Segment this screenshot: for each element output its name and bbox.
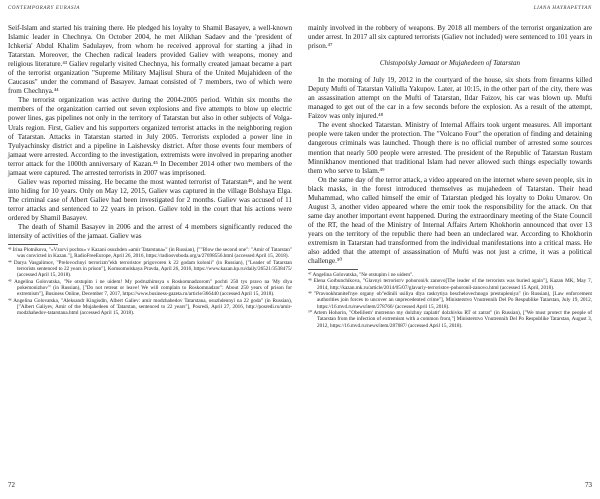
- footnote: ⁴⁶ Angelina Golovatska, "Aleksandr Kingisdin, Albert Galiev: amir modzhahedov Tatarstana, osuzhdennyi na 22 goda" (in Russian), ["Albert Galiyev, Amir of the Mujahedeen of Tatarstan, sentenced to 22 years"], Posredi, April 27, 2016, http://posredi.ru/amir-modzhahedov-tatarstana.html (accessed April 15, 2018).: [8, 297, 292, 317]
- paragraph: mainly involved in the robbery of weapons. By 2018 all members of the terrorist organization are under arrest. In 2017 all six captured terrorists (Galiev not included) were sentenced to 101 years in prison.⁴⁷: [308, 24, 592, 51]
- footnote: ⁴⁵ Angelina Golovatska, "Ne otstupim i ne uidem! My podruzhimsya s Roskomnadzorom" pochti 250 tys pravo na 'My dlya pokemonizhov'" (in Russian), ["Do not retreat or leave! We will complain to Roskomnadzor": About 250 years of prison for extremism"], Business Online, December 7, 2017, https://www.business-gazeta.ru/article/366440 (accessed April 15, 2018).: [8, 278, 292, 298]
- footnote: ⁵⁰ Artem Hohorin, "Obeliliem' mutrenno my dolzhny zaplatit' dolzhivku RT ot zatrat" (in Russian), ["We must protect the people of Tatarstan from the infection of extremism with a common front,"] Ministerstvo Vnutrennih Del Po Respublike Tatarstan, August 3, 2012, https://16.mvd.ru/news/item/287087/ (accessed April 15, 2018).: [308, 309, 592, 329]
- page-number-left: 72: [8, 481, 15, 489]
- paragraph: The event shocked Tatarstan. Ministry of Internal Affairs took urgent measures. All important people were taken under the protection. The "Volcano Four" the operation of finding and detaining dangerous criminals was launched. Though there is no official number of arrested some sources mention that nearly 500 people were arrested. The president of the Republic of Tatarstan Rustam Minnikhanov mentioned that traditional Islam had never allowed such things especially towards them who serve to Islam.⁴⁹: [308, 121, 592, 175]
- running-head-left: CONTEMPORARY EURASIA: [8, 6, 81, 11]
- footnotes-left: [8, 247, 292, 316]
- footnote-divider: [8, 244, 58, 245]
- paragraph: Seif-Islam and started his training there. He pledged his loyalty to Shamil Basayev, a well-known Islamic leader in Chechnya. On October 2004, he met Alikhan Sadaev and the 'president of Ichkeria' Abdul Khalim Sadulayev, from whom he received approval for starting a jihad in Tatarstan. Moreover, the Chechen radical leaders provided Galiev with weapons, money and religious literature.⁴³ Galiev regularly visited Chechnya, his formally created jamaat became a part of the terrorist organization "Supreme Military Majlisul Shura of the United Mujahideen of the Caucasus" under the command of Basayev. Jamaat consisted of 7 members, two of which were from Chechnya.⁴⁴: [8, 24, 292, 96]
- left-page: [6, 0, 294, 499]
- footnote: ⁴⁹ "Pravookhranitel'nye organy ob"edinili usiliya dlya raskrytiya beschelovechnogo prestupleniya" (in Russian), [Law enforcement authorities join forces to uncover an unprecedented crime"], Ministerstvo Vnutrennih Del Po Respublike Tatarstan, July 19, 2012, https://16.mvd.ru/news/item/278766/ (accessed April 15, 2018).: [308, 291, 592, 310]
- footnote: ⁴⁷ Angelina Golovatska, "Ne otstupim i ne uidem".: [308, 272, 414, 279]
- section-heading: Chistopolsky Jamaat or Mujahedeen of Tatarstan: [379, 59, 521, 68]
- footnote: ⁴⁴ Darya Vasgalimov, "Prelovochnyi terrorizm"ekh terroristov prigovoren k 22 godam kolonii" (in Russian), ["Leader of Tatarstan terrorists sentenced to 22 years in prison"], Komsomolskaya Pravda, April 26, 2016, https://www.kazan.kp.ru/daily/26521/3538475/ (accessed April 15, 2018).: [8, 259, 292, 279]
- footnote: ⁴⁸ Elena Gorbunchikova, "Glavnyi terrorist/v pohoroni/k zanovo[The leader of the terrorists was buried again"], Kazan MK, May 7, 2014, http://kazan.mk.ru/article/2014/05/07/glavariy-terroristov-pohoronil-zanovo.html (accessed 15 April, 2018).: [308, 278, 592, 291]
- paragraph: The death of Shamil Basayev in 2006 and the arrest of 4 members significantly reduced the intensity of activities of the jamaat. Galiev was: [8, 223, 292, 241]
- left-page-body: [8, 24, 292, 316]
- paragraph: The terrorist organization was active during the 2004-2005 period. Within six months the members of the organization carried out seven explosions and five attempts to blow up electric power lines, gas pipelines not only in the territory of Tatarstan but also in other subjects of Volga-Urals region. First, Galiev and his supporters organized terrorist attacks in the neighboring region of Tatarstan. Attacks in Tatarstan started in July 2005. Terrorists exploded a power line in Tyulyachinsky district and a pipeline in Laishevsky district. After those events four members of jamaat were arrested. According to the investigation, extremists were involved in preparing another terror attack for the 1000th anniversary of Kazan.⁴⁵ In December 2014 other two members of the jamaat were captured. The arrested terrorists in 2007 was imprisoned.: [8, 96, 292, 177]
- paragraph: In the morning of July 19, 2012 in the courtyard of the house, six shots from firearms killed Deputy Mufti of Tatarstan Valiulla Yakupov. Later, at 10:15, in the other part of the city, there was an assassination attempt on the Mufti of Tatarstan, Ildar Faizov, his car was blown up. Mufti managed to get out of the car in a few seconds before the explosion. As a result of the attempt, Faizov was only injured.⁴⁸: [308, 76, 592, 121]
- paragraph: Galiev was reported missing. He became the most wanted terrorist of Tatarstan⁴⁶, and he went into hiding for 10 years. Only on May 12, 2015, Galiev was captured in the village Bolshaya Elga. The criminal case of Albert Galiev had been investigated for 2 months. Galiev was accused of 11 terror attacks and sentenced to 22 years in prison. Galiev told in the court that his actions were ordered by Shamil Basayev.: [8, 177, 292, 222]
- running-head-right: LIANA HAYRAPETYAN: [533, 6, 592, 11]
- footnote: ⁴³ Irina Plotnikova, "«Vzorvi pochtu» v Kazani osuzhden «amir Tatarstana»" (in Russian), [""Blow the second one": "Amir of Tatarstan" was convicted in Kazan."], RadioFreeEurope, April 26, 2016, https://radiosvoboda.org/a/27698556.html (accessed April 15, 2018).: [8, 247, 292, 260]
- footnotes-right: [308, 272, 592, 329]
- page-number-right: 73: [585, 481, 592, 489]
- right-page: [306, 0, 594, 499]
- paragraph: On the same day of the terror attack, a video appeared on the internet where seven people, six in black masks, in the forest introduced themselves as mujahedeen of Tatarstan. Their head Muhammad, who called himself the emir of Tatarstan pledged his loyalty to Doku Umarov. On August 3, another video appeared where the emir took the responsibility for the attack. On that same day another important event happened. During the extraordinary meeting of the State Council of the RT, the head of the Ministry of Internal Affairs Artem Khokhorin announced that over 13 years on the territory of the republic there had been an undeclared war. According to Khokhorin extremism in Tatarstan had transformed from the individual manifestations into a critical mass. He also added that the attempt of assassination of Mufti was not just a crime, it was a political challenge.⁵⁰: [308, 175, 592, 266]
- footnote-divider: [308, 269, 358, 270]
- right-page-body: [308, 24, 592, 329]
